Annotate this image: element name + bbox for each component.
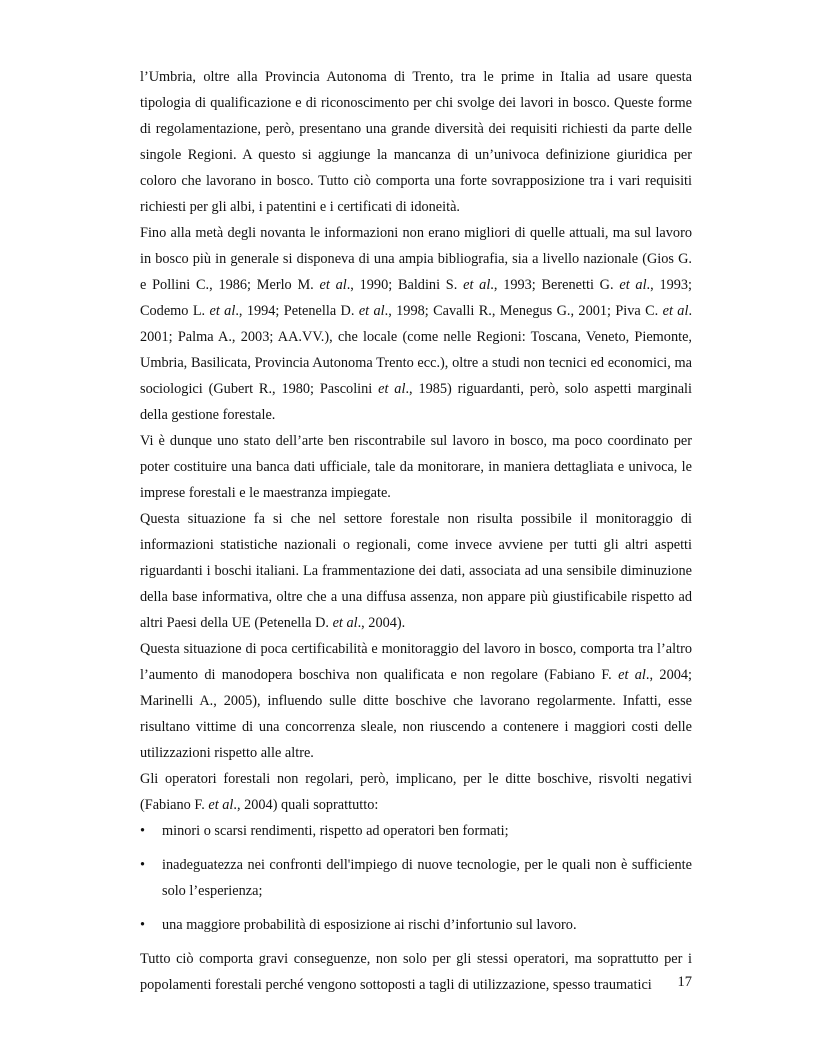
page-body — [140, 64, 692, 998]
paragraph-7: Tutto ciò comporta gravi conseguenze, non solo per gli stessi operatori, ma soprattutto per i popolamenti forestali perché vengono sottoposti a tagli di utilizzazione, spesso traumatici — [140, 951, 692, 993]
paragraph-5-text-b: ., 2004; Marinelli A., 2005), influendo sulle ditte boschive che lavorano regolarmente. Infatti, esse risultano vittime di una concorrenza sleale, non riuscendo a contenere i maggiori costi delle utilizzazioni rispetto alle altre. — [140, 667, 692, 761]
paragraph-2-text-g: . 2001; Palma A., 2003; AA.VV.), che locale (come nelle Regioni: Toscana, Veneto, Piemonte, Umbria, Basilicata, Provincia Autonoma Trento ecc.), oltre a studi non tecnici ed economici, ma sociologici (Gubert R., 1980; Pascolini — [140, 303, 693, 397]
list-item — [140, 852, 692, 904]
paragraph-2-em-g: et al — [378, 381, 406, 397]
paragraph-5-text-a: Questa situazione di poca certificabilità e monitoraggio del lavoro in bosco, comporta tra l’altro l’aumento di manodopera boschiva non qualificata e non regolare (Fabiano F. — [140, 641, 692, 683]
paragraph-2-em-c: et al — [619, 277, 647, 293]
bullet-icon: • — [140, 917, 146, 933]
bullet-icon: • — [140, 823, 146, 839]
paragraph-4-em-a: et al — [332, 615, 358, 631]
paragraph-6-em-a: et al — [208, 797, 234, 813]
paragraph-2-em-f: et al — [662, 303, 689, 319]
paragraph-2-text-c: ., 1993; Berenetti G. — [490, 277, 620, 293]
paragraph-6-text-b: ., 2004) quali soprattutto: — [233, 797, 379, 813]
paragraph-2-em-a: et al — [319, 277, 347, 293]
page-number: 17 — [677, 974, 692, 990]
paragraph-2-em-e: et al — [358, 303, 385, 319]
paragraph-2-text-d: ., 1993; Codemo L. — [140, 277, 693, 319]
paragraph-2-text-a: Fino alla metà degli novanta le informazioni non erano migliori di quelle attuali, ma sul lavoro in bosco più in generale si disponeva di una ampia bibliografia, sia a livello nazionale (Gios G. e Pollini C., 1986; Merlo M. — [140, 225, 692, 293]
list-item-text: una maggiore probabilità di esposizione ai rischi d’infortunio sul lavoro. — [162, 917, 577, 933]
paragraph-2-text-b: ., 1990; Baldini S. — [346, 277, 464, 293]
paragraph-6 — [140, 766, 692, 818]
list-item — [140, 912, 692, 938]
bullet-icon: • — [140, 857, 146, 873]
list-item-text: minori o scarsi rendimenti, rispetto ad operatori ben formati; — [162, 823, 509, 839]
paragraph-1: l’Umbria, oltre alla Provincia Autonoma di Trento, tra le prime in Italia ad usare questa tipologia di qualificazione e di riconoscimento per chi svolge dei lavori in bosco. Queste forme di regolamentazione, però, presentano una grande diversità dei requisiti richiesti da parte delle singole Regioni. A questo si aggiunge la mancanza di un’univoca definizione giuridica per coloro che lavorano in bosco. Tutto ciò comporta una forte sovrapposizione tra i vari requisiti richiesti per gli albi, i patentini e i certificati di idoneità. — [140, 69, 692, 215]
paragraph-4-text-a: Questa situazione fa si che nel settore forestale non risulta possibile il monitoraggio di informazioni statistiche nazionali o regionali, come invece avviene per tutti gli altri aspetti riguardanti i boschi italiani. La frammentazione dei dati, associata ad una sensibile diminuzione della base informativa, oltre che a una diffusa assenza, non appare più giustificabile rispetto ad altri Paesi della UE (Petenella D. — [140, 511, 692, 631]
paragraph-3: Vi è dunque uno stato dell’arte ben riscontrabile sul lavoro in bosco, ma poco coordinato per poter costituire una banca dati ufficiale, tale da monitorare, in maniera dettagliata e univoca, le imprese forestali e le maestranza impiegate. — [140, 433, 692, 501]
paragraph-5-em-a: et al — [618, 667, 646, 683]
paragraph-6-text-a: Gli operatori forestali non regolari, però, implicano, per le ditte boschive, risvolti negativi (Fabiano F. — [140, 771, 692, 813]
paragraph-4 — [140, 506, 692, 636]
paragraph-2-em-b: et al — [463, 277, 491, 293]
paragraph-2-text-f: ., 1998; Cavalli R., Menegus G., 2001; Piva C. — [384, 303, 663, 319]
paragraph-2-text-h: ., 1985) riguardanti, però, solo aspetti marginali della gestione forestale. — [140, 381, 693, 423]
paragraph-5 — [140, 636, 692, 766]
paragraph-2 — [140, 220, 692, 428]
paragraph-2-em-d: et al — [209, 303, 236, 319]
list-item — [140, 818, 692, 844]
bullet-list — [140, 818, 692, 938]
list-item-text: inadeguatezza nei confronti dell'impiego di nuove tecnologie, per le quali non è sufficiente solo l’esperienza; — [162, 857, 692, 899]
paragraph-2-text-e: ., 1994; Petenella D. — [235, 303, 359, 319]
paragraph-4-text-b: ., 2004). — [357, 615, 406, 631]
